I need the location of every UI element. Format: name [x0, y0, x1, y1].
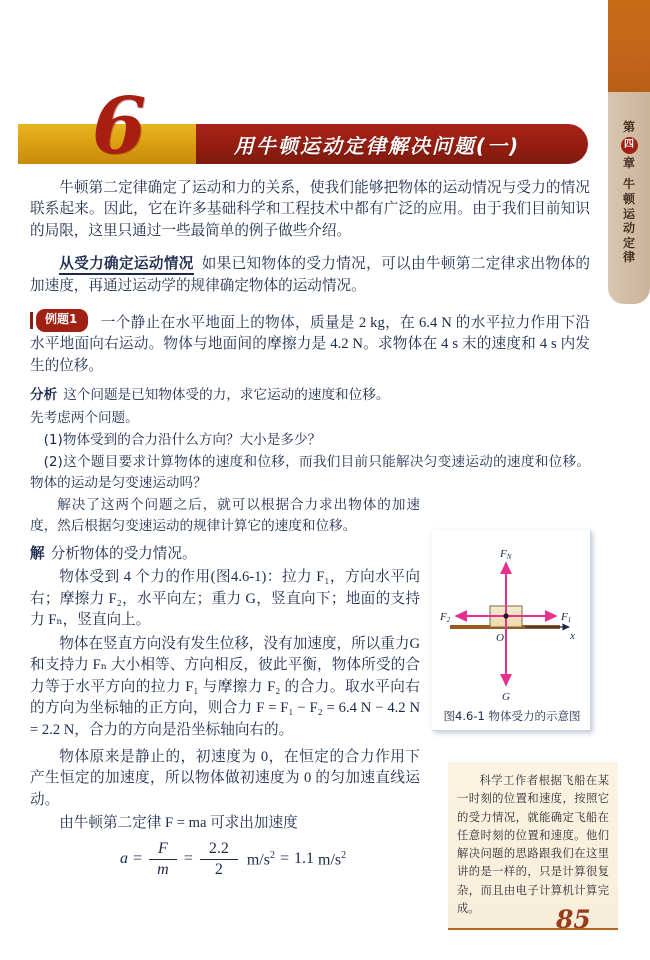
x-axis-label: x	[570, 630, 575, 642]
formula-unit-2-text: m/s	[318, 851, 342, 869]
example-statement-text: 一个静止在水平地面上的物体，质量是 2 kg，在 6.4 N 的水平拉力作用下沿水平地面向右运动。物体与地面间的摩擦力是 4.2 N。求物体在 4 s 末的速度和 4 s 内发生的位移。	[30, 315, 590, 374]
formula-result: 1.1	[294, 850, 314, 868]
chapter-unit-label: 章	[622, 155, 635, 170]
chapter-prefix-label: 第	[622, 120, 635, 134]
chapter-title-char-4: 定	[622, 235, 635, 250]
section-lead-label: 从受力确定运动情况	[59, 256, 194, 275]
example-statement-paragraph	[30, 309, 590, 377]
chapter-number-badge: 四	[621, 137, 638, 154]
example-badge-label: 例题1	[36, 309, 88, 332]
banner-red-block	[196, 124, 588, 164]
solution-intro-text: 分析物体的受力情况。	[50, 546, 197, 563]
figure-caption: 图4.6-1 物体受力的示意图	[443, 709, 581, 723]
formula-equals-2: =	[183, 850, 193, 868]
chapter-title-char-3: 动	[622, 221, 635, 236]
chapter-title-char-2: 运	[622, 206, 635, 221]
formula-unit-1	[247, 850, 275, 869]
formula-equals-3: =	[279, 850, 289, 868]
example-badge	[30, 309, 88, 332]
chapter-title-char-1: 顿	[622, 191, 635, 206]
analysis-label: 分析	[30, 387, 58, 404]
chapter-side-strip	[608, 92, 650, 304]
page-content	[30, 178, 590, 837]
margin-note-box	[448, 762, 618, 930]
solution-paragraph-4: 由牛顿第二定律 F = ma 可求出加速度	[59, 815, 298, 832]
formula-unit-2	[318, 850, 346, 869]
force-diagram-svg	[432, 530, 590, 730]
chapter-tab-orange-block	[608, 0, 650, 92]
analysis-question-2: (2)这个题目要求计算物体的速度和位移，而我们目前只能解决匀变速运动的速度和位移。物体的运动是匀变速运动吗？	[30, 454, 590, 491]
formula-unit-2-exponent: 2	[341, 849, 347, 861]
analysis-intro-text: 这个问题是已知物体受的力，求它运动的速度和位移。	[63, 387, 390, 404]
section-number: 6	[92, 81, 147, 172]
analysis-prompt: 先考虑两个问题。	[30, 409, 139, 426]
analysis-paragraph	[30, 385, 590, 405]
chapter-title-char-5: 律	[622, 250, 635, 265]
formula-fraction-force-mass	[149, 840, 177, 879]
formula-unit-1-text: m/s	[246, 851, 270, 869]
origin-label: O	[496, 632, 504, 644]
applied-force-label-sub: 1	[567, 616, 572, 624]
solution-paragraph-3: 物体原来是静止的，初速度为 0，在恒定的合力作用下产生恒定的加速度，所以物体做初速度为 0 的匀加速直线运动。	[30, 748, 420, 808]
solution-label: 解	[30, 546, 45, 563]
formula-lhs: a	[120, 850, 128, 868]
chapter-title-char-0: 牛	[622, 177, 635, 192]
formula-fraction-values	[200, 840, 238, 879]
formula-numerator-force: F	[149, 840, 177, 860]
chapter-side-strip-text	[608, 120, 650, 265]
normal-force-label: FN	[500, 548, 512, 561]
force-diagram-figure	[432, 530, 591, 731]
origin-point	[503, 613, 508, 618]
section-lead-text: 如果已知物体的受力情况，可以由牛顿第二定律求出物体的加速度，再通过运动学的规律确定物体的运动情况。	[30, 256, 590, 294]
formula-denominator-value: 2	[214, 860, 223, 878]
intro-paragraph: 牛顿第二定律确定了运动和力的关系，使我们能够把物体的运动情况与受力的情况联系起来。因此，它在许多基础科学和工程技术中都有广泛的应用。由于我们目前知识的局限，这里只通过一些最简单的例子做些介绍。	[30, 180, 590, 239]
section-title: 用牛顿运动定律解决问题(一)	[233, 133, 521, 158]
gravity-label: G	[502, 691, 510, 703]
analysis-question-1: (1)物体受到的合力沿什么方向？大小是多少？	[43, 432, 322, 449]
analysis-closing: 解决了这两个问题之后，就可以根据合力求出物体的加速度，然后根据匀变速运动的规律计算它的速度和位移。	[30, 497, 420, 534]
page-number: 85	[556, 905, 591, 934]
friction-force-label-sub: 2	[446, 616, 451, 624]
solution-paragraph-2: 物体在竖直方向没有发生位移，没有加速度，所以重力G和支持力 Fₙ 大小相等、方向相反，彼此平衡，物体所受的合力等于水平方向的拉力 F₁ 与摩擦力 F₂ 的合力。取水平向右的方向为坐标轴的正方向，则合力 F = F₁ − F₂ = 6.4 N − 4.2 N = 2.2 N，合力的方向是沿坐标轴向右的。	[30, 635, 420, 738]
section-lead-paragraph	[30, 254, 590, 297]
applied-force-label: F1	[561, 611, 572, 624]
formula-equals-1: =	[133, 850, 143, 868]
margin-note-text: 科学工作者根据飞船在某一时刻的位置和速度，按照它的受力情况，就能确定飞船在任意时刻的位置和速度。他们解决问题的思路跟我们在这里讲的是一样的，只是计算很复杂，而且由电子计算机计算完成。	[457, 774, 609, 916]
formula-denominator-mass: m	[157, 860, 169, 878]
acceleration-formula	[120, 840, 346, 879]
solution-paragraph-1: 物体受到 4 个力的作用(图4.6-1)：拉力 F₁，方向水平向右；摩擦力 F₂，水平向左；重力 G，竖直向下；地面的支持力 Fₙ，竖直向上。	[30, 569, 420, 629]
example-badge-bar	[30, 312, 33, 329]
formula-unit-1-exponent: 2	[269, 849, 275, 861]
formula-numerator-value: 2.2	[200, 840, 238, 860]
normal-force-label-sub: N	[506, 553, 512, 561]
friction-force-label: F2	[440, 611, 451, 624]
